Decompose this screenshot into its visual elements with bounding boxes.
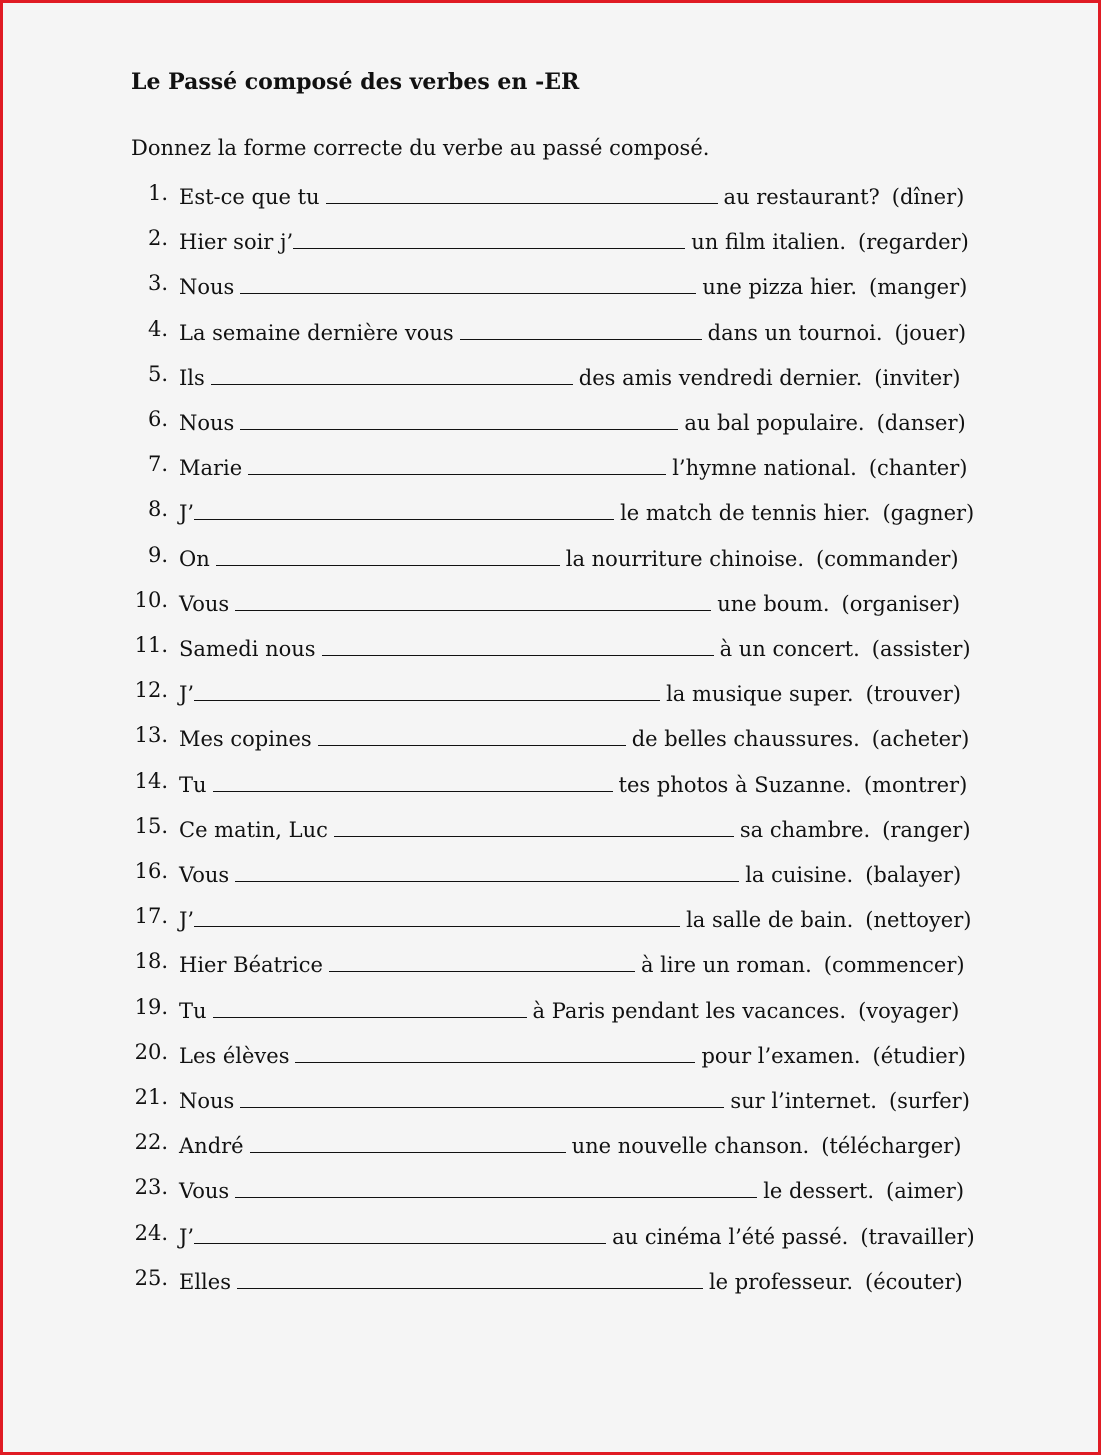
verb-hint: (voyager) [858, 998, 960, 1023]
answer-blank[interactable] [318, 723, 626, 746]
sentence-end: un film italien. [691, 230, 846, 255]
verb-hint: (aimer) [886, 1179, 965, 1204]
sentence-start: Ce matin, Luc [179, 817, 328, 842]
sentence-end: une pizza hier. [702, 275, 858, 300]
sentence-end: à Paris pendant les vacances. [532, 998, 847, 1023]
verb-hint: (écouter) [865, 1269, 963, 1294]
sentence-start: Hier Béatrice [179, 953, 323, 978]
item-sentence [179, 362, 960, 390]
sentence-end: pour l’examen. [701, 1043, 861, 1068]
sentence-start: Mes copines [179, 727, 312, 752]
sentence-start: Ils [179, 365, 205, 390]
sentence-start: Est-ce que tu [179, 185, 320, 209]
answer-blank[interactable] [235, 588, 711, 611]
answer-blank[interactable] [194, 904, 680, 927]
verb-hint: (jouer) [894, 320, 967, 345]
item-number: 2. [147, 226, 168, 251]
item-sentence [179, 497, 974, 525]
sentence-start: Nous [179, 411, 235, 435]
sentence-start: André [179, 1134, 244, 1159]
item-number: 20. [134, 1039, 168, 1064]
sentence-start: Nous [179, 275, 235, 300]
item-number: 25. [134, 1265, 168, 1290]
answer-blank[interactable] [194, 1221, 606, 1244]
verb-hint: (montrer) [863, 772, 968, 797]
answer-blank[interactable] [322, 633, 714, 656]
sentence-end: des amis vendredi dernier. [578, 365, 863, 390]
answer-blank[interactable] [237, 1266, 703, 1289]
item-sentence [179, 1221, 975, 1249]
sentence-start: Marie [179, 456, 243, 481]
sentence-end: sur l’internet. [730, 1089, 877, 1113]
answer-blank[interactable] [216, 543, 560, 566]
answer-blank[interactable] [213, 769, 613, 792]
item-sentence [179, 317, 966, 345]
item-sentence [179, 769, 967, 797]
item-sentence [179, 226, 969, 254]
sentence-start: Elles [179, 1269, 231, 1294]
item-number: 22. [134, 1130, 168, 1155]
item-number: 23. [134, 1175, 168, 1200]
answer-blank[interactable] [334, 814, 734, 837]
item-number: 8. [147, 497, 168, 522]
sentence-start: Vous [179, 591, 230, 616]
sentence-start: J’ [179, 1224, 195, 1249]
sentence-end: de belles chaussures. [631, 727, 860, 752]
item-sentence [179, 678, 961, 706]
item-number: 16. [134, 859, 168, 883]
item-number: 10. [134, 587, 168, 612]
item-sentence [179, 271, 967, 299]
item-sentence [179, 1266, 963, 1294]
verb-hint: (balayer) [865, 863, 962, 887]
sentence-start: On [179, 546, 210, 571]
sentence-start: Samedi nous [179, 637, 316, 661]
sentence-start: Tu [179, 772, 207, 797]
item-sentence [179, 633, 971, 661]
sentence-end: la salle de bain. [686, 908, 854, 933]
page-title: Le Passé composé des verbes en -ER [131, 69, 580, 95]
sentence-end: la musique super. [666, 682, 854, 707]
item-sentence [179, 904, 971, 932]
sentence-end: à lire un roman. [640, 953, 812, 978]
sentence-end: au bal populaire. [684, 411, 865, 435]
sentence-start: Hier soir j’ [179, 230, 294, 255]
sentence-end: au restaurant? [723, 185, 880, 209]
answer-blank[interactable] [293, 226, 685, 249]
item-number: 9. [147, 542, 168, 567]
item-sentence [179, 588, 960, 616]
sentence-start: Tu [179, 998, 207, 1023]
sentence-start: J’ [179, 501, 195, 526]
verb-hint: (trouver) [865, 682, 961, 707]
item-number: 4. [147, 316, 168, 341]
sentence-end: au cinéma l’été passé. [612, 1224, 849, 1249]
item-sentence [179, 181, 964, 209]
item-number: 24. [134, 1220, 168, 1245]
sentence-end: le professeur. [708, 1269, 854, 1294]
verb-hint: (inviter) [874, 365, 961, 390]
answer-blank[interactable] [235, 1175, 757, 1198]
sentence-start: Les élèves [179, 1043, 290, 1068]
sentence-start: Nous [179, 1089, 235, 1113]
verb-hint: (nettoyer) [865, 908, 972, 933]
item-number: 5. [147, 361, 168, 386]
sentence-start: Vous [179, 863, 230, 887]
item-number: 11. [134, 633, 168, 657]
item-number: 7. [147, 452, 168, 477]
verb-hint: (travailler) [860, 1224, 975, 1249]
verb-hint: (assister) [871, 637, 971, 661]
answer-blank[interactable] [240, 271, 696, 294]
sentence-end: à un concert. [719, 637, 860, 661]
sentence-end: dans un tournoi. [707, 320, 883, 345]
item-sentence [179, 1040, 966, 1068]
answer-blank[interactable] [194, 678, 660, 701]
item-sentence [179, 723, 969, 751]
verb-hint: (commander) [816, 546, 959, 571]
sentence-end: une boum. [717, 591, 830, 616]
item-sentence [179, 543, 959, 571]
answer-blank[interactable] [248, 452, 666, 475]
item-number: 14. [134, 768, 168, 793]
item-sentence [179, 995, 959, 1023]
verb-hint: (dîner) [891, 185, 965, 209]
item-number: 21. [134, 1085, 168, 1109]
item-sentence [179, 814, 971, 842]
verb-hint: (commencer) [823, 953, 965, 978]
sentence-end: l’hymne national. [672, 456, 857, 481]
verb-hint: (chanter) [868, 456, 968, 481]
sentence-end: la cuisine. [745, 863, 854, 887]
verb-hint: (étudier) [872, 1043, 966, 1068]
verb-hint: (ranger) [882, 817, 971, 842]
sentence-end: le dessert. [763, 1179, 875, 1204]
answer-blank[interactable] [460, 317, 702, 340]
item-sentence [179, 452, 967, 480]
sentence-end: sa chambre. [739, 817, 871, 842]
item-sentence [179, 407, 966, 435]
answer-blank[interactable] [211, 362, 573, 385]
verb-hint: (regarder) [858, 230, 969, 255]
item-number: 3. [147, 271, 168, 296]
verb-hint: (danser) [876, 411, 966, 435]
answer-blank[interactable] [240, 1085, 724, 1108]
answer-blank[interactable] [194, 497, 614, 520]
item-number: 17. [134, 904, 168, 929]
verb-hint: (organiser) [841, 591, 961, 616]
item-number: 6. [147, 407, 168, 431]
verb-hint: (télécharger) [821, 1134, 962, 1159]
answer-blank[interactable] [240, 407, 678, 430]
sentence-start: Vous [179, 1179, 230, 1204]
item-sentence [179, 1175, 964, 1203]
item-sentence [179, 859, 961, 887]
item-number: 19. [134, 994, 168, 1019]
exercise-list [3, 3, 1098, 1452]
item-number: 15. [134, 813, 168, 838]
answer-blank[interactable] [295, 1040, 695, 1063]
sentence-end: tes photos à Suzanne. [618, 772, 852, 797]
item-sentence [179, 949, 965, 977]
item-number: 12. [134, 678, 168, 703]
answer-blank[interactable] [213, 995, 527, 1018]
sentence-end: la nourriture chinoise. [565, 546, 805, 571]
answer-blank[interactable] [235, 859, 739, 882]
instructions: Donnez la forme correcte du verbe au passé composé. [131, 136, 710, 160]
sentence-end: le match de tennis hier. [620, 501, 871, 526]
item-number: 13. [134, 723, 168, 748]
answer-blank[interactable] [250, 1130, 566, 1153]
verb-hint: (surfer) [888, 1089, 970, 1113]
sentence-start: J’ [179, 908, 195, 933]
item-number: 1. [147, 181, 168, 205]
verb-hint: (acheter) [871, 727, 970, 752]
sentence-end: une nouvelle chanson. [571, 1134, 810, 1159]
item-sentence [179, 1085, 970, 1113]
item-number: 18. [134, 949, 168, 974]
sentence-start: J’ [179, 682, 195, 707]
verb-hint: (manger) [869, 275, 968, 300]
sentence-start: La semaine dernière vous [179, 320, 454, 345]
answer-blank[interactable] [326, 181, 718, 204]
item-sentence [179, 1130, 961, 1158]
verb-hint: (gagner) [882, 501, 975, 526]
answer-blank[interactable] [329, 949, 635, 972]
